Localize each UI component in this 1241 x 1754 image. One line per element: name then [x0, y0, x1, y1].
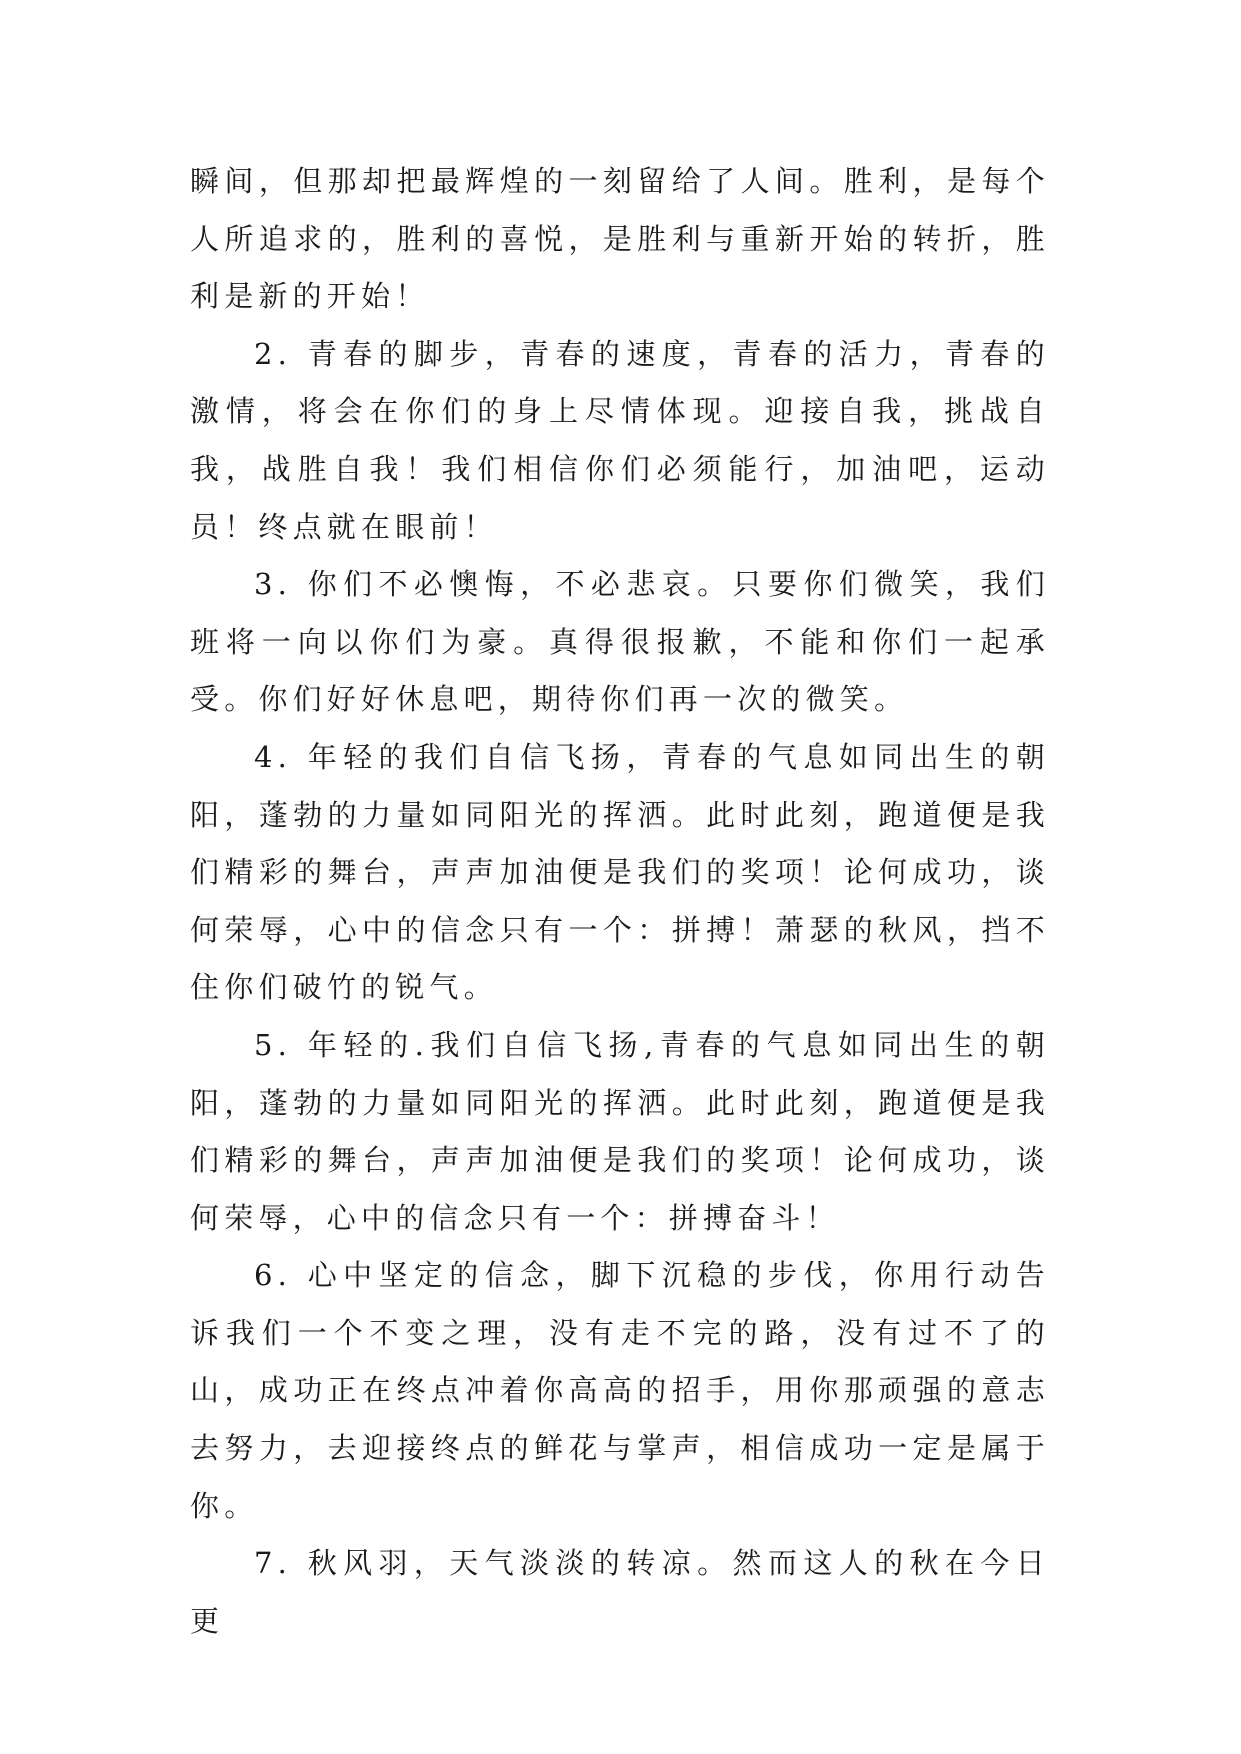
- paragraph-continuation: 瞬间，但那却把最辉煌的一刻留给了人间。胜利，是每个人所追求的，胜利的喜悦，是胜利与重新开始的转折，胜利是新的开始！: [190, 164, 1050, 314]
- paragraph-item-5: 5. 年轻的.我们自信飞扬,青春的气息如同出生的朝阳，蓬勃的力量如同阳光的挥洒。此时此刻，跑道便是我们精彩的舞台，声声加油便是我们的奖项！论何成功，谈何荣辱，心中的信念只有一个：拼搏奋斗！: [190, 1027, 1050, 1235]
- paragraph-item-3: 3. 你们不必懊悔，不必悲哀。只要你们微笑，我们班将一向以你们为豪。真得很报歉，不能和你们一起承受。你们好好休息吧，期待你们再一次的微笑。: [190, 567, 1050, 717]
- paragraph-item-4: 4. 年轻的我们自信飞扬，青春的气息如同出生的朝阳，蓬勃的力量如同阳光的挥洒。此时此刻，跑道便是我们精彩的舞台，声声加油便是我们的奖项！论何成功，谈何荣辱，心中的信念只有一个：拼搏！萧瑟的秋风，挡不住你们破竹的锐气。: [190, 739, 1050, 1005]
- paragraph-item-7: 7. 秋风羽，天气淡淡的转凉。然而这人的秋在今日更: [190, 1546, 1050, 1638]
- document-body: [190, 153, 1050, 1650]
- paragraph-item-2: 2. 青春的脚步，青春的速度，青春的活力，青春的激情，将会在你们的身上尽情体现。迎接自我，挑战自我，战胜自我！我们相信你们必须能行，加油吧，运动员！终点就在眼前！: [190, 336, 1050, 544]
- paragraph-item-6: 6. 心中坚定的信念，脚下沉稳的步伐，你用行动告诉我们一个不变之理，没有走不完的路，没有过不了的山，成功正在终点冲着你高高的招手，用你那顽强的意志去努力，去迎接终点的鲜花与掌声，相信成功一定是属于你。: [190, 1258, 1050, 1523]
